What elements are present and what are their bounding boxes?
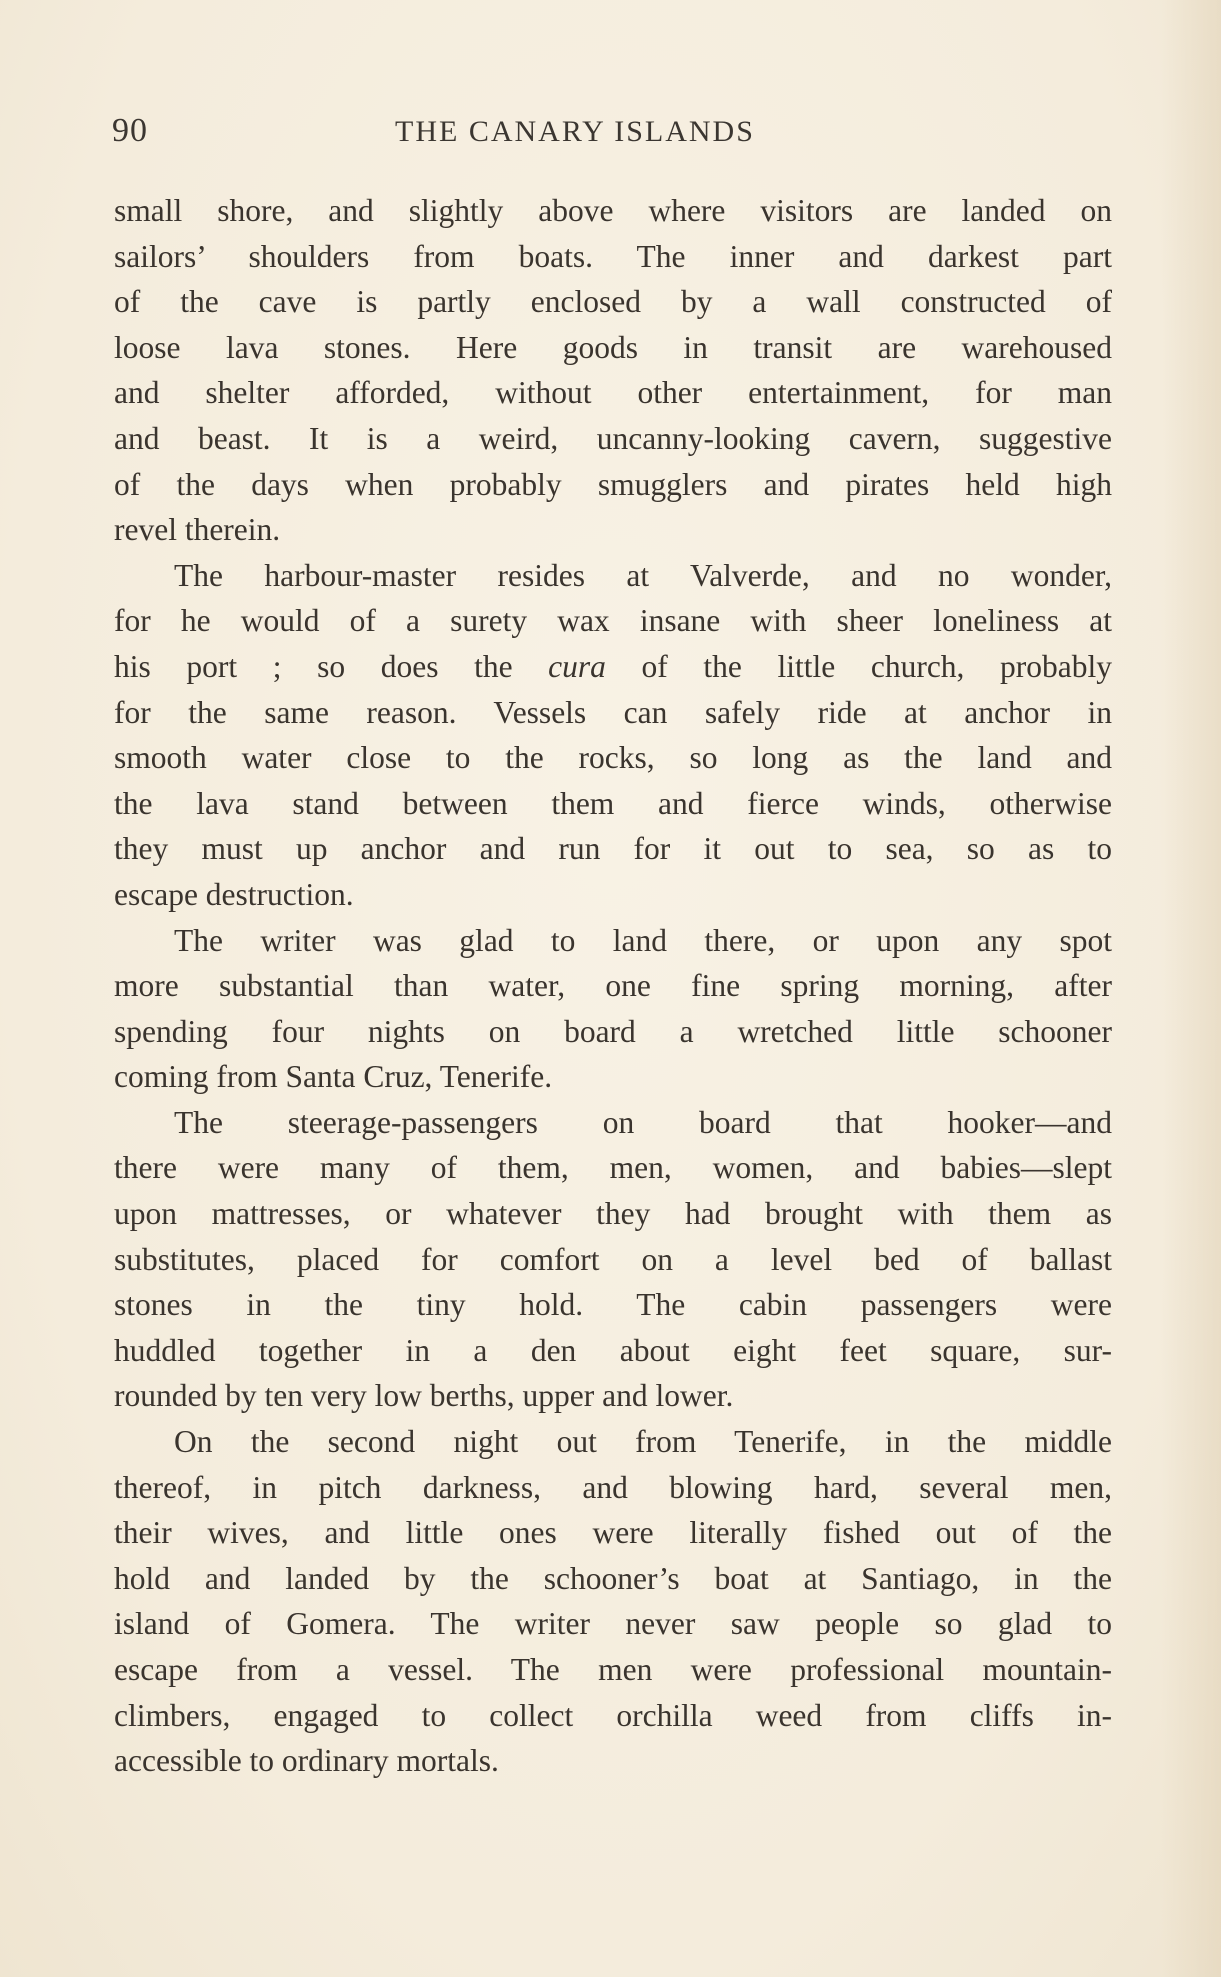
text-line: of the cave is partly enclosed by a wall constructed of: [114, 284, 1112, 320]
text-line: the lava stand between them and fierce winds, otherwise: [114, 785, 1112, 821]
paragraph-4: [114, 1100, 1112, 1419]
text-line: thereof, in pitch darkness, and blowing hard, several men,: [114, 1469, 1112, 1505]
text-line: On the second night out from Tenerife, in the middle: [174, 1424, 1112, 1460]
text-line: rounded by ten very low berths, upper and lower.: [114, 1378, 734, 1414]
text-line: escape from a vessel. The men were professional mountain-: [114, 1652, 1112, 1687]
paragraph-1: [114, 188, 1112, 553]
paragraph-3: [114, 918, 1112, 1100]
paragraph-5: [114, 1419, 1112, 1784]
text-line: of the days when probably smugglers and pirates held high: [114, 466, 1112, 502]
text-line: upon mattresses, or whatever they had brought with them as: [114, 1196, 1112, 1232]
text-line: escape destruction.: [114, 876, 354, 912]
text-line: smooth water close to the rocks, so long as the land and: [114, 740, 1112, 776]
text-line: for the same reason. Vessels can safely ride at anchor in: [114, 694, 1112, 730]
text-line: hold and landed by the schooner’s boat at Santiago, in the: [114, 1560, 1112, 1596]
paragraph-2: [114, 553, 1112, 918]
italic-word-cura: cura: [548, 648, 606, 684]
text-line: stones in the tiny hold. The cabin passengers were: [114, 1287, 1112, 1323]
text-line: accessible to ordinary mortals.: [114, 1743, 499, 1779]
page-header: [112, 112, 1112, 162]
text-line: The writer was glad to land there, or upon any spot: [174, 922, 1112, 958]
text-line: they must up anchor and run for it out to sea, so as to: [114, 831, 1112, 867]
text-line: The harbour-master resides at Valverde, and no wonder,: [174, 557, 1112, 593]
text-line: sailors’ shoulders from boats. The inner and darkest part: [114, 238, 1112, 274]
text-line: island of Gomera. The writer never saw people so glad to: [114, 1606, 1112, 1642]
text-line: more substantial than water, one fine spring morning, after: [114, 968, 1112, 1004]
text-line: for he would of a surety wax insane with sheer loneliness at: [114, 603, 1112, 639]
text-line: climbers, engaged to collect orchilla weed from cliffs in-: [114, 1697, 1112, 1733]
text-line: and shelter afforded, without other entertainment, for man: [114, 375, 1112, 411]
page-edge-shading: [1161, 0, 1221, 1977]
page-number: 90: [112, 112, 148, 149]
line-end: of the little church, probably: [641, 648, 1113, 684]
text-line: spending four nights on board a wretched little schooner: [114, 1013, 1112, 1049]
line-start: his port ; so does the: [114, 648, 513, 684]
text-line: their wives, and little ones were literally fished out of the: [114, 1515, 1112, 1551]
body-text: [114, 188, 1112, 1784]
text-line: huddled together in a den about eight feet square, sur-: [114, 1332, 1112, 1368]
text-line: revel therein.: [114, 512, 281, 548]
text-line: coming from Santa Cruz, Tenerife.: [114, 1059, 553, 1095]
text-line: substitutes, placed for comfort on a level bed of ballast: [114, 1241, 1112, 1277]
text-line-with-italic: [114, 644, 1112, 690]
text-line: The steerage-passengers on board that hooker—and: [174, 1104, 1112, 1140]
running-title: THE CANARY ISLANDS: [395, 115, 755, 148]
text-line: there were many of them, men, women, and babies—slept: [114, 1150, 1112, 1186]
text-line: and beast. It is a weird, uncanny-looking cavern, suggestive: [114, 420, 1112, 456]
text-line: loose lava stones. Here goods in transit are warehoused: [114, 329, 1112, 365]
text-line: small shore, and slightly above where visitors are landed on: [114, 193, 1112, 228]
